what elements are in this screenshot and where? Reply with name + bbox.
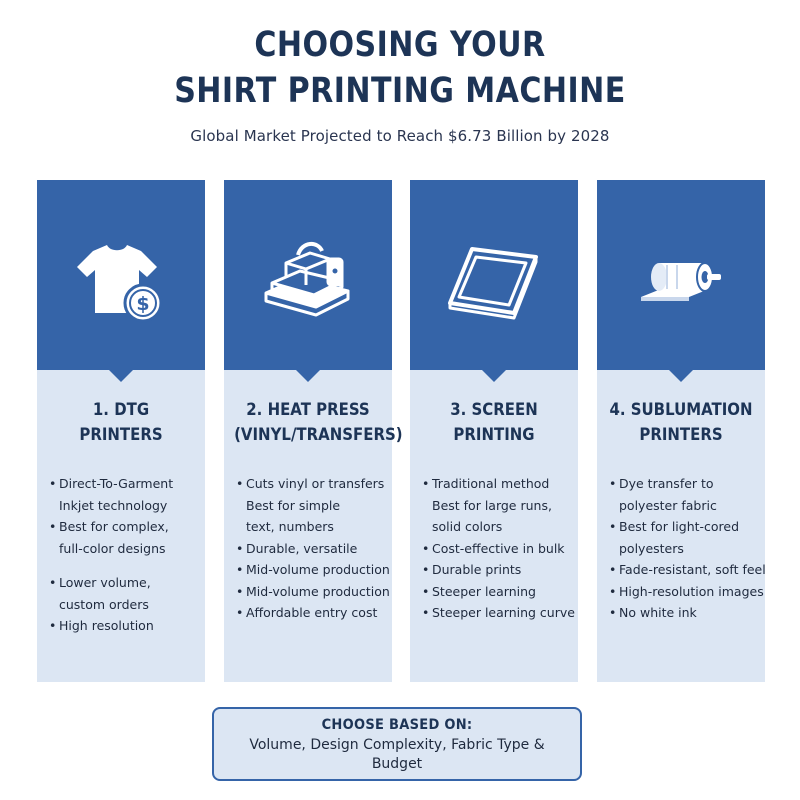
- list-item: • Fade-resistant, soft feel: [609, 559, 761, 581]
- card-sublimation-banner: [597, 180, 765, 370]
- card-sublimation: [597, 180, 765, 682]
- list-item: • Cost-effective in bulk: [422, 538, 574, 560]
- list-item: Best for large runs,: [432, 497, 552, 513]
- card-sublimation-bullets: [609, 473, 766, 624]
- list-item: • Steeper learning: [422, 581, 574, 603]
- card-heat-press-heading-line-2: (VINYL/TRANSFERS): [234, 425, 403, 445]
- printer-cards: [37, 180, 765, 682]
- list-item: • Affordable entry cost: [236, 602, 388, 624]
- list-item: text, numbers: [246, 519, 334, 534]
- page-title-line-2: SHIRT PRINTING MACHINE: [174, 71, 626, 111]
- list-item: • Steeper learning curve: [422, 602, 574, 624]
- card-screen-printing-banner: [410, 180, 578, 370]
- list-item: polyesters: [619, 540, 684, 556]
- list-item: • Mid-volume production: [236, 559, 388, 581]
- list-item: • High resolution: [49, 615, 201, 637]
- list-item: • Cuts vinyl or transfers: [236, 473, 388, 495]
- card-dtg-heading-line-1: 1. DTG: [92, 400, 150, 420]
- list-item: • Durable prints: [422, 559, 574, 581]
- list-item: • Direct-To-Garment: [49, 473, 201, 495]
- card-screen-printing-heading-line-2: PRINTING: [453, 425, 535, 445]
- list-item: Best for simple: [246, 497, 341, 513]
- card-dtg-heading: [47, 398, 195, 448]
- list-item: polyester fabric: [619, 497, 717, 513]
- sublimation-roll-icon: [631, 235, 731, 325]
- card-sublimation-heading-line-1: 4. SUBLUMATION: [609, 400, 753, 420]
- svg-text:$: $: [136, 293, 150, 315]
- card-screen-printing-bullets: [422, 473, 574, 624]
- heat-press-icon: [258, 235, 358, 325]
- list-item: • Durable, versatile: [236, 538, 388, 560]
- list-item: • Mid-volume production: [236, 581, 388, 603]
- page-title: [56, 22, 744, 114]
- card-sublimation-heading-line-2: PRINTERS: [639, 425, 723, 445]
- card-screen-printing-heading-line-1: 3. SCREEN: [450, 400, 538, 420]
- card-heat-press-banner: [224, 180, 392, 370]
- list-item: full-color designs: [59, 540, 166, 556]
- card-heat-press-heading-line-1: 2. HEAT PRESS: [246, 400, 370, 420]
- footer-body: Volume, Design Complexity, Fabric Type & Budget: [249, 737, 545, 772]
- card-heat-press-heading: [234, 398, 403, 448]
- card-dtg-heading-line-2: PRINTERS: [79, 425, 163, 445]
- card-dtg-bullets: [49, 473, 201, 637]
- list-item: solid colors: [432, 519, 503, 534]
- card-screen-printing: [410, 180, 578, 682]
- list-item: • Lower volume,: [49, 572, 201, 594]
- card-screen-printing-heading: [420, 398, 568, 448]
- page-title-line-1: CHOOSING YOUR: [254, 25, 546, 65]
- list-item: • Traditional method: [422, 473, 574, 495]
- footer-title: CHOOSE BASED ON:: [321, 717, 473, 733]
- choose-based-on-box: [212, 707, 582, 781]
- card-dtg: [37, 180, 205, 682]
- list-item: • No white ink: [609, 602, 761, 624]
- card-dtg-banner: [37, 180, 205, 370]
- tshirt-dollar-icon: [71, 235, 171, 325]
- card-heat-press-bullets: [236, 473, 388, 624]
- screen-frame-icon: [444, 235, 544, 325]
- list-item: • Dye transfer to: [609, 473, 761, 495]
- list-item: • High-resolution images: [609, 581, 761, 603]
- card-sublimation-heading: [607, 398, 755, 448]
- list-item: Inkjet technology: [59, 497, 168, 513]
- list-item: • Best for complex,: [49, 516, 201, 538]
- list-item: custom orders: [59, 596, 149, 612]
- card-heat-press: [224, 180, 403, 682]
- list-item: • Best for light-cored: [609, 516, 761, 538]
- page-subtitle: Global Market Projected to Reach $6.73 Billion by 2028: [190, 127, 610, 145]
